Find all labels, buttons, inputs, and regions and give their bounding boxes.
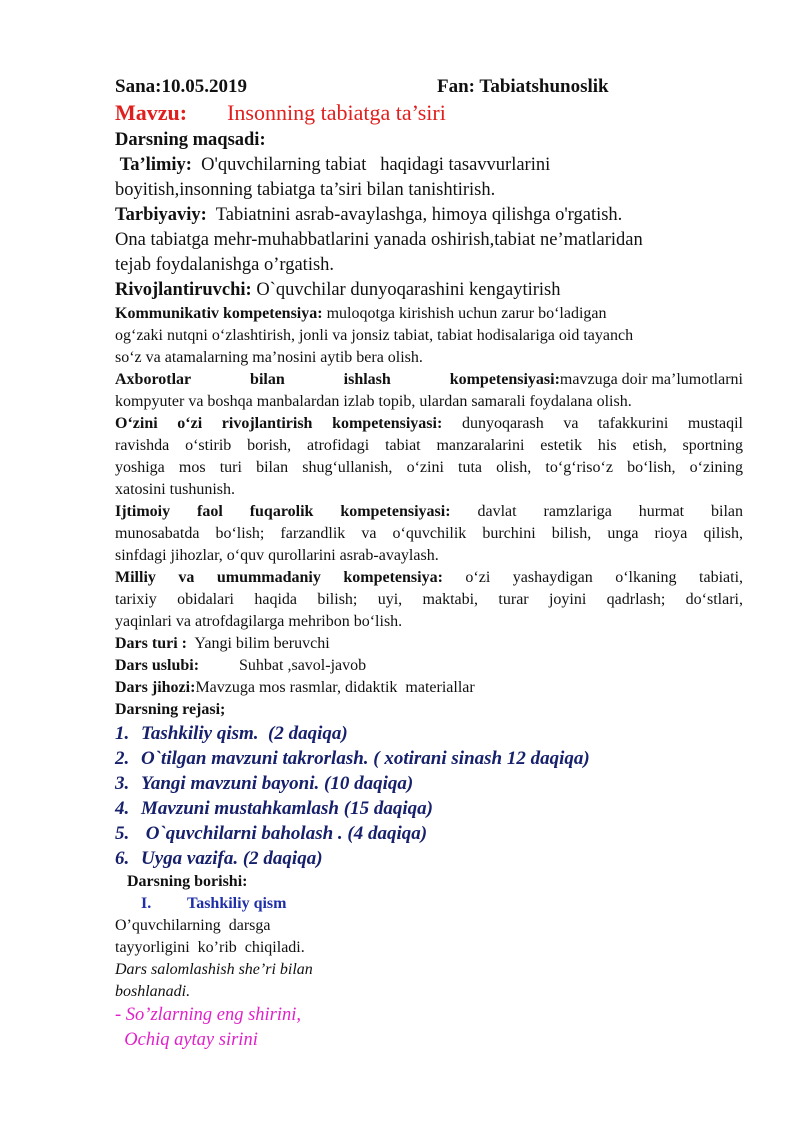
competency-text: sinfdagi jihozlar, o‘quv qurollarini asrab-avaylash. <box>115 547 439 564</box>
competency-label-word: ishlash <box>343 371 391 388</box>
rivoj-text: O`quvchilar dunyoqarashini kengaytirish <box>256 280 561 300</box>
talimiy-label: Ta’limiy: <box>119 155 192 175</box>
plan-number: 6. <box>115 848 130 869</box>
competency-label-word: kompetensiyasi:mavzuga doir ma’lumotlarni <box>449 371 743 388</box>
competency-text: yaqinlari va atrofdagilarga mehribon bo‘lish. <box>115 613 403 630</box>
competency-first-line <box>115 369 743 391</box>
plan-text: Yangi mavzuni bayoni. (10 daqiqa) <box>141 773 414 794</box>
plan-number: 5. <box>115 823 130 844</box>
lesson-plan-page <box>115 76 743 1053</box>
objectives-heading: Darsning maqsadi: <box>115 130 266 150</box>
competency-first-line <box>115 501 743 523</box>
plan-text: O`tilgan mavzuni takrorlash. ( xotirani sinash 12 daqiqa) <box>141 748 590 769</box>
tarbiyaviy-line3: tejab foydalanishga o’rgatish. <box>115 255 335 275</box>
poem-line: - So’zlarning eng shirini, <box>115 1005 302 1025</box>
plan-number: 2. <box>115 748 130 769</box>
competency-kommunikativ <box>115 303 743 369</box>
lesson-method-value: Suhbat ,savol-javob <box>239 657 367 674</box>
talimiy-line2: boyitish,insonning tabiatga ta’siri bilan tanishtirish. <box>115 180 496 200</box>
lesson-method <box>115 655 743 677</box>
competency-label: Kommunikativ kompetensiya: <box>115 305 323 322</box>
competency-label: Milliy va umummadaniy kompetensiya: <box>115 569 443 586</box>
competency-label-word: Axborotlar <box>115 371 192 388</box>
competency-text: so‘z va atamalarning ma’nosini aytib bera olish. <box>115 349 423 366</box>
lesson-method-label: Dars uslubi: <box>115 657 200 674</box>
plan-number: 4. <box>115 798 130 819</box>
competency-text: mavzuga doir ma’lumotlarni <box>559 371 743 388</box>
section-heading <box>115 893 743 915</box>
competency-text: kompyuter va boshqa manbalardan izlab topib, ulardan samarali foydalana olish. <box>115 393 632 410</box>
competency-label: O‘zini o‘zi rivojlantirish kompetensiyasi: <box>115 415 443 432</box>
plan-item <box>115 721 743 746</box>
lesson-type-label: Dars turi : <box>115 635 187 652</box>
plan-number: 3. <box>115 773 130 794</box>
objective-tarbiyaviy <box>115 203 743 228</box>
progress-text: O’quvchilarning darsga <box>115 917 271 934</box>
progress-italic: boshlanadi. <box>115 983 191 1000</box>
subject: Fan: Tabiatshunoslik <box>437 76 609 97</box>
plan-item <box>115 846 743 871</box>
competency-text: og‘zaki nutqni o‘zlashtirish, jonli va jonsiz tabiat, tabiat hodisalariga oid tayanch <box>115 327 634 344</box>
objective-talimiy <box>115 153 743 178</box>
competency-first-line <box>115 413 743 435</box>
lesson-equipment-label: Dars jihozi: <box>115 679 196 696</box>
competency-text: davlat ramzlariga hurmat bilan <box>477 503 744 520</box>
competency-text: muloqotga kirishish uchun zarur bo‘ladigan <box>326 305 607 322</box>
progress-italic: Dars salomlashish she’ri bilan <box>115 961 313 978</box>
plan-item <box>115 771 743 796</box>
poem-line: Ochiq aytay sirini <box>115 1030 258 1050</box>
talimiy-line1: O'quvchilarning tabiat haqidagi tasavvurlarini <box>201 155 551 175</box>
topic-label: Mavzu: <box>115 100 188 125</box>
competency-text: yoshiga mos turi bilan shug‘ullanish, o‘zini tuta olish, to‘g‘riso‘z bo‘lish, o‘zining <box>115 459 743 476</box>
plan-text: Tashkiliy qism. (2 daqiqa) <box>141 723 348 744</box>
competency-text: ravishda o‘stirib borish, atrofidagi tabiat manzaralarini estetik his etish, sportning <box>115 437 743 454</box>
competency-label: Ijtimoiy faol fuqarolik kompetensiyasi: <box>115 503 451 520</box>
plan-list <box>115 721 743 871</box>
plan-text: Uyga vazifa. (2 daqiqa) <box>141 848 323 869</box>
topic-value: Insonning tabiatga ta’siri <box>227 100 446 125</box>
plan-text: O`quvchilarni baholash . (4 daqiqa) <box>141 823 428 844</box>
lesson-type-value: Yangi bilim beruvchi <box>194 635 330 652</box>
competency-label-word: bilan <box>250 371 285 388</box>
competency-milliy <box>115 567 743 633</box>
tarbiyaviy-line2: Ona tabiatga mehr-muhabbatlarini yanada oshirish,tabiat ne’matlaridan <box>115 230 643 250</box>
competency-text: xatosini tushunish. <box>115 481 236 498</box>
header <box>115 76 743 100</box>
tarbiyaviy-label: Tarbiyaviy: <box>115 205 207 225</box>
progress-heading: Darsning borishi: <box>127 873 248 890</box>
date: Sana:10.05.2019 <box>115 76 247 97</box>
competency-first-line <box>115 567 743 589</box>
progress-text: tayyorligini ko’rib chiqiladi. <box>115 939 305 956</box>
competency-ozini <box>115 413 743 501</box>
lesson-equipment <box>115 677 743 699</box>
competency-axborot <box>115 369 743 413</box>
competency-text: munosabatda bo‘lish; farzandlik va o‘quvchilik burchini bilish, unga rioya qilish, <box>115 525 743 542</box>
objective-rivoj <box>115 278 743 303</box>
section-number: I. <box>141 895 152 912</box>
topic <box>115 100 743 128</box>
competency-ijtimoiy <box>115 501 743 567</box>
lesson-type <box>115 633 743 655</box>
plan-item <box>115 796 743 821</box>
competency-text: dunyoqarash va tafakkurini mustaqil <box>461 415 743 432</box>
plan-item <box>115 746 743 771</box>
tarbiyaviy-line1: Tabiatnini asrab-avaylashga, himoya qilishga o'rgatish. <box>215 205 623 225</box>
competency-text: o‘zi yashaydigan o‘lkaning tabiati, <box>465 569 744 586</box>
section-title: Tashkiliy qism <box>187 895 287 912</box>
plan-text: Mavzuni mustahkamlash (15 daqiqa) <box>141 798 433 819</box>
plan-heading: Darsning rejasi; <box>115 701 226 718</box>
plan-number: 1. <box>115 723 130 744</box>
lesson-equipment-value: Mavzuga mos rasmlar, didaktik materiallar <box>195 679 475 696</box>
plan-item <box>115 821 743 846</box>
rivoj-label: Rivojlantiruvchi: <box>115 280 252 300</box>
competency-text: tarixiy obidalari haqida bilish; uyi, maktabi, turar joyini qadrlash; do‘stlari, <box>115 591 743 608</box>
